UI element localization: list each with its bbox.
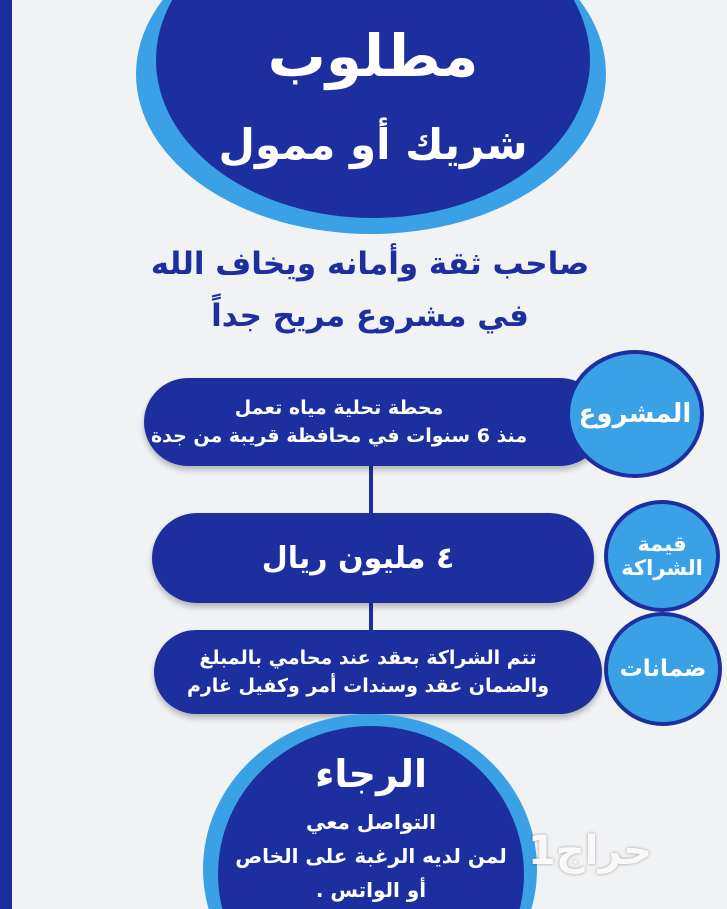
value-label-line-2: الشراكة <box>621 556 703 580</box>
guarantees-line-1: تتم الشراكة بعقد عند محامي بالمبلغ <box>199 647 537 669</box>
intro-line-1: صاحب ثقة وأمانه ويخاف الله <box>150 246 590 282</box>
intro-line-2: في مشروع مريح جداً <box>211 298 529 334</box>
footer-line-2: لمن لديه الرغبة على الخاص <box>235 844 507 868</box>
footer-line-3: أو الواتس . <box>315 878 427 902</box>
header-subtitle: شريك أو ممول <box>218 120 528 169</box>
guarantees-pill <box>154 630 602 714</box>
guarantees-label: ضمانات <box>619 656 707 682</box>
value-label-circle <box>604 500 720 612</box>
project-line-2: منذ 6 سنوات في محافظة قريبة من جدة <box>150 425 528 447</box>
guarantees-label-circle <box>604 612 722 726</box>
value-label-line-1: قيمة <box>637 532 687 556</box>
project-label: المشروع <box>578 399 692 429</box>
footer-title: الرجاء <box>314 752 427 796</box>
guarantees-line-2: والضمان عقد وسندات أمر وكفيل غارم <box>186 675 550 697</box>
partnership-value: ٤ مليون ريال <box>261 540 455 576</box>
project-pill <box>144 378 604 466</box>
header-title: مطلوب <box>267 22 479 90</box>
footer-line-1: التواصل معي <box>306 810 436 834</box>
project-label-circle <box>566 350 704 478</box>
value-pill <box>152 513 594 603</box>
watermark: حراج1 <box>528 828 653 874</box>
project-line-1: محطة تحلية مياه تعمل <box>234 397 444 419</box>
left-accent-bar <box>0 0 12 909</box>
